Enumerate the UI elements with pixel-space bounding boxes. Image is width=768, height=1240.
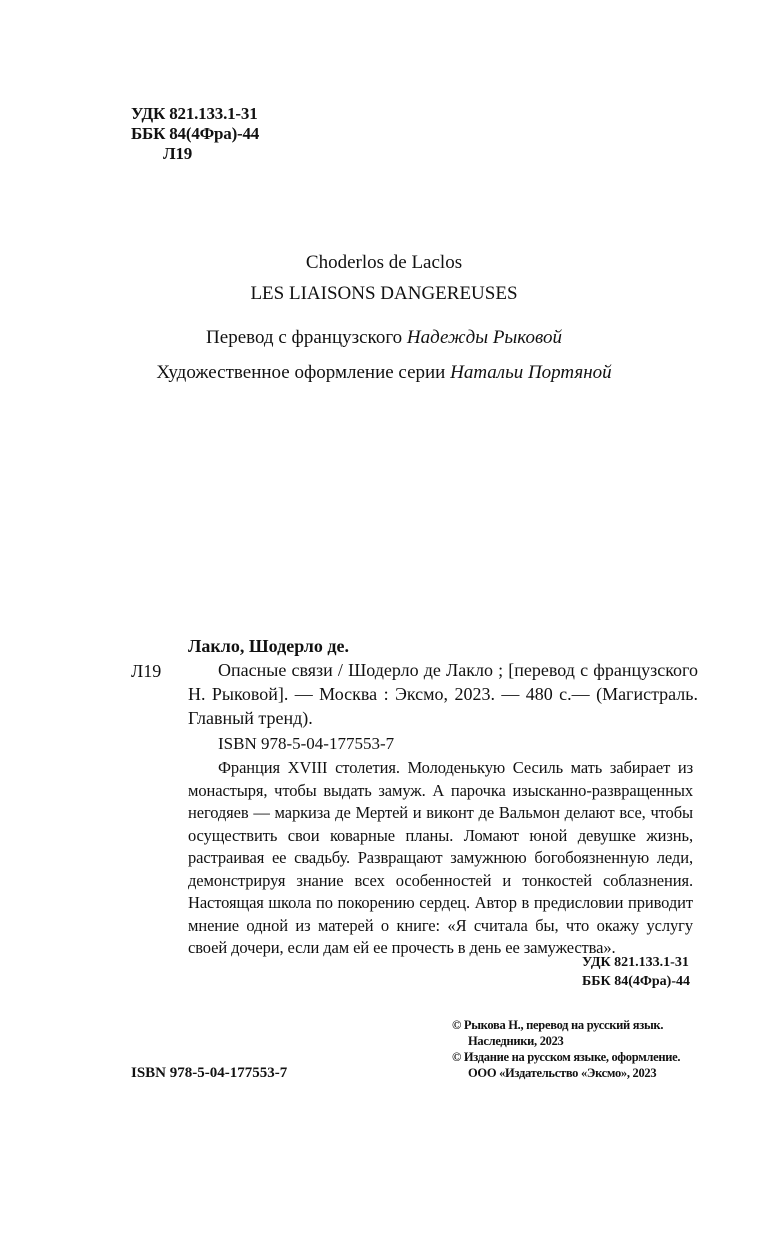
copyright-line-4: ООО «Издательство «Эксмо», 2023 bbox=[468, 1066, 657, 1080]
designer-credit bbox=[0, 362, 768, 384]
copyright-line-2: Наследники, 2023 bbox=[468, 1034, 564, 1048]
translator-name: Надежды Рыковой bbox=[406, 327, 562, 348]
udk-code: УДК 821.133.1-31 bbox=[131, 104, 258, 123]
bbk-code: ББК 84(4Фра)-44 bbox=[131, 124, 260, 143]
translation-prefix: Перевод с французского bbox=[206, 327, 403, 348]
copyright-block bbox=[452, 1017, 680, 1081]
bottom-bbk-code: ББК 84(4Фра)-44 bbox=[582, 974, 690, 989]
isbn-bottom: ISBN 978-5-04-177553-7 bbox=[131, 1065, 288, 1081]
book-annotation: Франция XVIII столетия. Молоденькую Сесиль мать забирает из монастыря, чтобы выдать замуж. А парочка изысканно-развращенных негодяев — маркиза де Мертей и виконт де Вальмон делают все, чтобы осуществить свои коварные планы. Ломают юной девушке жизнь, растраивая ее свадьбу. Развращают замужнюю богобоязненную леди, демонстрируя знание всех особенностей и тонкостей соблазнения. Настоящая школа по покорению сердец. Автор в предисловии приводит мнение одной из матерей о книге: «Я считала бы, что окажу услугу своей дочери, если дам ей ее прочесть в день ее замужества». bbox=[188, 758, 693, 957]
top-classification-codes bbox=[131, 104, 259, 164]
copyright-line-1: © Рыкова Н., перевод на русский язык. bbox=[452, 1018, 664, 1032]
catalog-card-isbn: ISBN 978-5-04-177553-7 bbox=[218, 734, 395, 753]
original-title: LES LIAISONS DANGEREUSES bbox=[250, 283, 518, 304]
bottom-udk-code: УДК 821.133.1-31 bbox=[582, 955, 689, 970]
design-prefix: Художественное оформление серии bbox=[156, 362, 446, 383]
original-author: Choderlos de Laclos bbox=[305, 252, 463, 273]
bottom-classification-codes bbox=[582, 953, 690, 991]
copyright-line-3: © Издание на русском языке, оформление. bbox=[452, 1050, 681, 1064]
catalog-card-description: Опасные связи / Шодерло де Лакло ; [перевод с французского Н. Рыковой]. — Москва : Эксмо, 2023. — 480 с.— (Магистраль. Главный тренд). bbox=[188, 660, 698, 728]
catalog-card-heading: Лакло, Шодерло де. bbox=[188, 636, 349, 656]
translator-credit bbox=[0, 327, 768, 349]
designer-name: Натальи Портяной bbox=[450, 362, 612, 383]
author-mark: Л19 bbox=[163, 144, 193, 163]
catalog-card-code: Л19 bbox=[131, 661, 162, 681]
